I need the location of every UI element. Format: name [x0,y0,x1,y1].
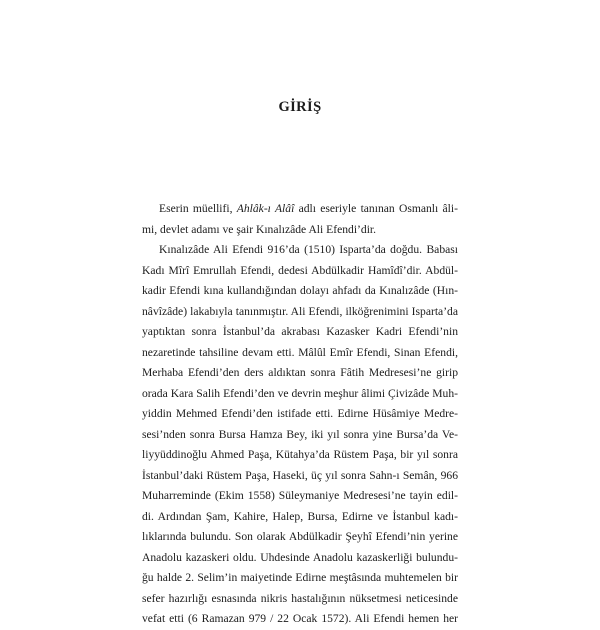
text-line: Anadolu kazaskeri oldu. Uhdesinde Anadolu kazaskerliği bulundu- [142,550,458,564]
text-line: Kadı Mîrî Emrullah Efendi, dedesi Abdülkadir Hamîdî’dir. Abdül- [142,263,458,277]
text-line: İstanbul’daki Rüstem Paşa, Haseki, üç yıl sonra Sahn-ı Semân, 966 [142,468,458,482]
text-line: liyyüddinoğlu Ahmed Paşa, Kütahya’da Rüstem Paşa, bir yıl sonra [142,448,458,461]
book-title-italic: Ahlâk-ı Alâî [236,202,295,215]
text-line: Kınalızâde Ali Efendi 916’da (1510) Isparta’da doğdu. Babası [159,243,458,256]
paragraph-1 [142,199,458,240]
paragraph-2 [142,240,458,630]
text-line: vefat etti (6 Ramazan 979 / 22 Ocak 1572). Ali Efendi hemen her [142,612,458,625]
text-line: Eserin müellifi, Ahlâk-ı Alâî adlı eseriyle tanınan Osmanlı âli- [159,202,458,215]
text-line: nâvîzâde) lakabıyla tanınmıştır. Ali Efendi, ilköğrenimini Isparta’da [142,304,458,318]
text-line: mi, devlet adamı ve şair Kınalızâde Ali Efendi’dir. [142,222,377,236]
text-line: sefer hazırlığı esnasında nikris hastalığının nüksetmesi neticesinde [142,591,458,605]
text-line: nezaretinde tahsiline devam etti. Mâlûl Emîr Efendi, Sinan Efendi, [142,345,458,359]
text-line: yiddin Mehmed Efendi’den istifade etti. Edirne Hüsâmiye Medre- [142,407,458,420]
chapter-heading: GİRİŞ [278,99,322,115]
text-line: yaptıktan sonra İstanbul’da akrabası Kazasker Kadri Efendi’nin [142,325,458,338]
text-line: sesi’nden sonra Bursa Hamza Bey, iki yıl sonra yine Bursa’da Ve- [142,427,458,441]
text-line: ğu halde 2. Selim’in maiyetinde Edirne meştâsında muhtemelen bir [142,571,458,584]
text-line: Merhaba Efendi’den ders aldıktan sonra Fâtih Medresesi’ne girip [142,366,458,379]
text-line: Muharreminde (Ekim 1558) Süleymaniye Medresesi’ne tayin edil- [142,489,458,502]
body-text [142,199,458,630]
text-line: kadir Efendi kına kullandığından dolayı ahfadı da Kınalızâde (Hın- [142,284,458,297]
text-line: di. Ardından Şam, Kahire, Halep, Bursa, Edirne ve İstanbul kadı- [142,509,458,523]
text-line: lıklarında bulundu. Son olarak Abdülkadir Şeyhî Efendi’nin yerine [142,530,458,543]
text-line: orada Kara Salih Efendi’den ve devrin meşhur âlimi Çivizâde Muh- [142,386,458,400]
